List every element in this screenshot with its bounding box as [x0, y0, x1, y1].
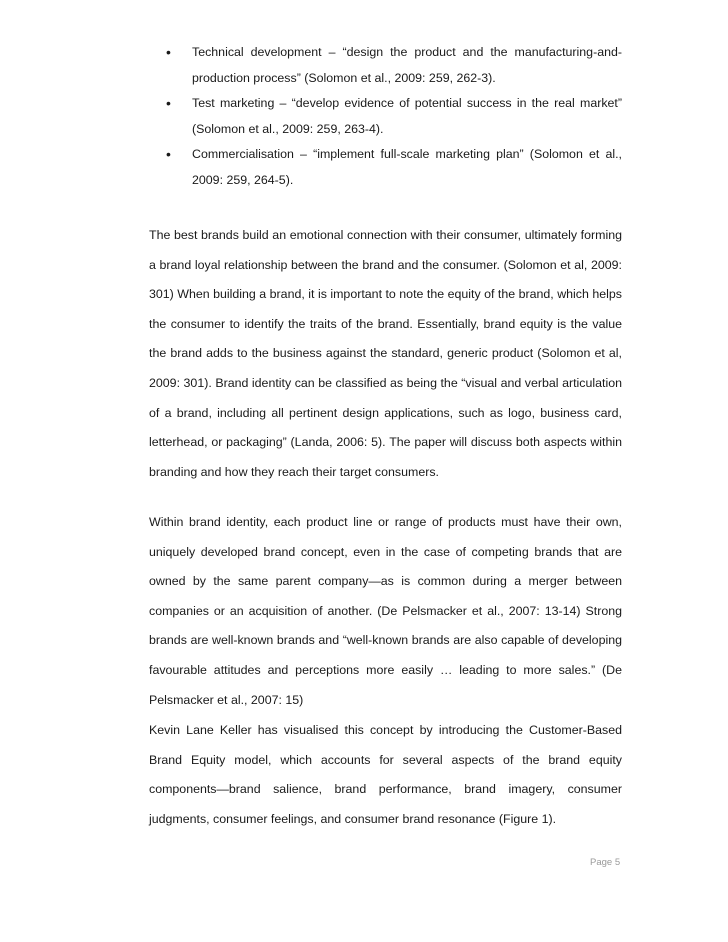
bullet-dot-icon: •: [166, 95, 171, 111]
bullet-item: [166, 142, 622, 193]
bullet-list: [166, 40, 622, 193]
paragraph-brand-identity: Within brand identity, each product line or range of products must have their own, uniquely developed brand concept, even in the case of competing brands that are owned by the same parent company—as is common during a merger between companies or an acquisition of another. (De Pelsmacker et al., 2007: 13-14) Strong brands are well-known brands and “well-known brands are also capable of developing favourable attitudes and perceptions more easily … leading to more sales.” (De Pelsmacker et al., 2007: 15): [149, 515, 622, 707]
page-number: Page 5: [590, 857, 621, 868]
bullet-dot-icon: •: [166, 146, 171, 162]
bullet-text: Test marketing – “develop evidence of potential success in the real market” (Solomon et al., 2009: 259, 263-4).: [192, 96, 622, 136]
paragraph-brand-equity: The best brands build an emotional connection with their consumer, ultimately forming a brand loyal relationship between the brand and the consumer. (Solomon et al, 2009: 301) When building a brand, it is important to note the equity of the brand, which helps the consumer to identify the traits of the brand. Essentially, brand equity is the value the brand adds to the business against the standard, generic product (Solomon et al, 2009: 301). Brand identity can be classified as being the “visual and verbal articulation of a brand, including all pertinent design applications, such as logo, business card, letterhead, or packaging” (Landa, 2006: 5). The paper will discuss both aspects within branding and how they reach their target consumers.: [149, 228, 622, 479]
paragraph-keller-model: Kevin Lane Keller has visualised this concept by introducing the Customer-Based Brand Equity model, which accounts for several aspects of the brand equity components—brand salience, brand performance, brand imagery, consumer judgments, consumer feelings, and consumer brand resonance (Figure 1).: [149, 723, 622, 826]
bullet-text: Technical development – “design the product and the manufacturing-and-production process” (Solomon et al., 2009: 259, 262-3).: [192, 45, 622, 85]
bullet-text: Commercialisation – “implement full-scale marketing plan” (Solomon et al., 2009: 259, 264-5).: [192, 147, 622, 187]
bullet-item: [166, 91, 622, 142]
bullet-dot-icon: •: [166, 44, 171, 60]
bullet-item: [166, 40, 622, 91]
